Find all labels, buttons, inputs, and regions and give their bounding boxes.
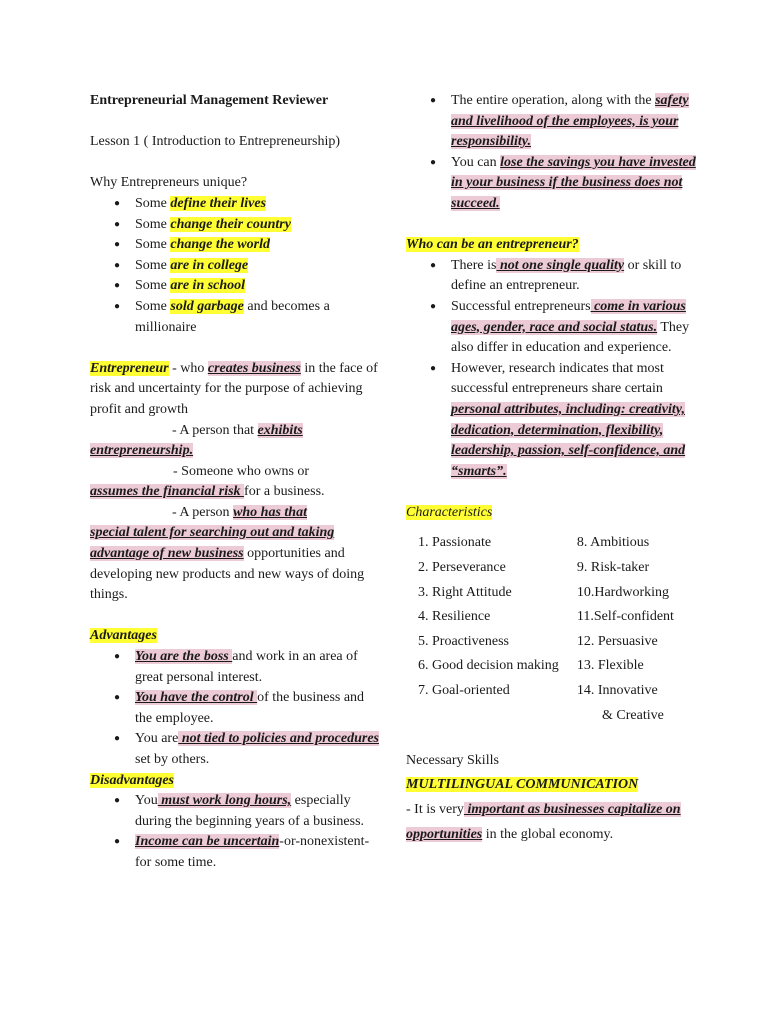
table-row: 4. Resilience 11.Self-confident (418, 609, 674, 625)
advantages-list (90, 647, 380, 771)
list-item: ● Some are in school (90, 276, 380, 297)
skills-heading: Necessary Skills (406, 752, 499, 768)
who-list (406, 256, 696, 483)
list-item: ● Some change the world (90, 235, 380, 256)
definition-4: - A person who has that (172, 504, 307, 520)
who-heading: Who can be an entrepreneur? (406, 237, 579, 253)
lesson-heading: Lesson 1 ( Introduction to Entrepreneurship) (90, 134, 340, 150)
table-row: 1. Passionate 8. Ambitious (418, 535, 650, 551)
characteristics-heading: Characteristics (406, 504, 493, 520)
right-column (406, 91, 696, 847)
definition-4-cont: special talent for searching out and taking advantage of new business opportunities and developing new products and new ways of doing things. (90, 525, 365, 603)
left-column (90, 91, 380, 874)
table-row: 3. Right Attitude 10.Hardworking (418, 584, 670, 600)
definition-2: - A person that exhibits (172, 422, 303, 438)
list-item: ● There is not one single quality or skill to define an entrepreneur. (406, 256, 696, 297)
why-list (90, 194, 380, 338)
list-item: ● Some are in college (90, 256, 380, 277)
disadvantages-list (90, 791, 380, 873)
responsibility-list (406, 91, 696, 215)
table-row: 5. Proactiveness 12. Persuasive (418, 633, 658, 649)
list-item: ● Income can be uncertain-or-nonexistent-for some time. (90, 832, 380, 873)
advantages-heading: Advantages (90, 628, 157, 644)
why-heading: Why Entrepreneurs unique? (90, 175, 248, 191)
skills-subheading: MULTILINGUAL COMMUNICATION (406, 777, 639, 793)
list-item: ● Some change their country (90, 215, 380, 236)
definition-3-cont: assumes the financial risk for a business. (90, 484, 325, 500)
list-item: ● Some sold garbage and becomes a millionaire (90, 297, 380, 338)
definition-2-cont: entrepreneurship. (90, 443, 194, 459)
skills-section (406, 749, 696, 847)
document-title: Entrepreneurial Management Reviewer (90, 93, 329, 108)
definition-3: - Someone who owns or (173, 463, 310, 479)
list-item: ● Successful entrepreneurs come in various ages, gender, race and social status. They also differ in education and experience. (406, 297, 696, 359)
list-item: ● Some define their lives (90, 194, 380, 215)
list-item: ● You must work long hours, especially during the beginning years of a business. (90, 791, 380, 832)
list-item: ● You are not tied to policies and procedures set by others. (90, 729, 380, 770)
list-item: ● You have the control of the business and the employee. (90, 688, 380, 729)
skills-text: - It is very important as businesses capitalize on opportunities in the global economy. (406, 802, 681, 842)
disadvantages-heading: Disadvantages (90, 772, 174, 788)
list-item: ● However, research indicates that most successful entrepreneurs share certain personal attributes, including: creativity, dedication, determination, flexibility, leadership, passion, self-confidence, and “smarts”. (406, 359, 696, 483)
table-row: 6. Good decision making 13. Flexible (418, 658, 644, 674)
table-row: & Creative (602, 707, 664, 723)
entrepreneur-definition: Entrepreneur - who creates business in the face of risk and uncertainty for the purpose of achieving profit and growth (90, 360, 378, 417)
list-item: ● You are the boss and work in an area of great personal interest. (90, 647, 380, 688)
table-row: 2. Perseverance 9. Risk-taker (418, 560, 650, 576)
characteristics-table (406, 531, 696, 728)
table-row: 7. Goal-oriented 14. Innovative (418, 683, 658, 699)
list-item: ● You can lose the savings you have invested in your business if the business does not succeed. (406, 153, 696, 215)
list-item: ● The entire operation, along with the safety and livelihood of the employees, is your responsibility. (406, 91, 696, 153)
